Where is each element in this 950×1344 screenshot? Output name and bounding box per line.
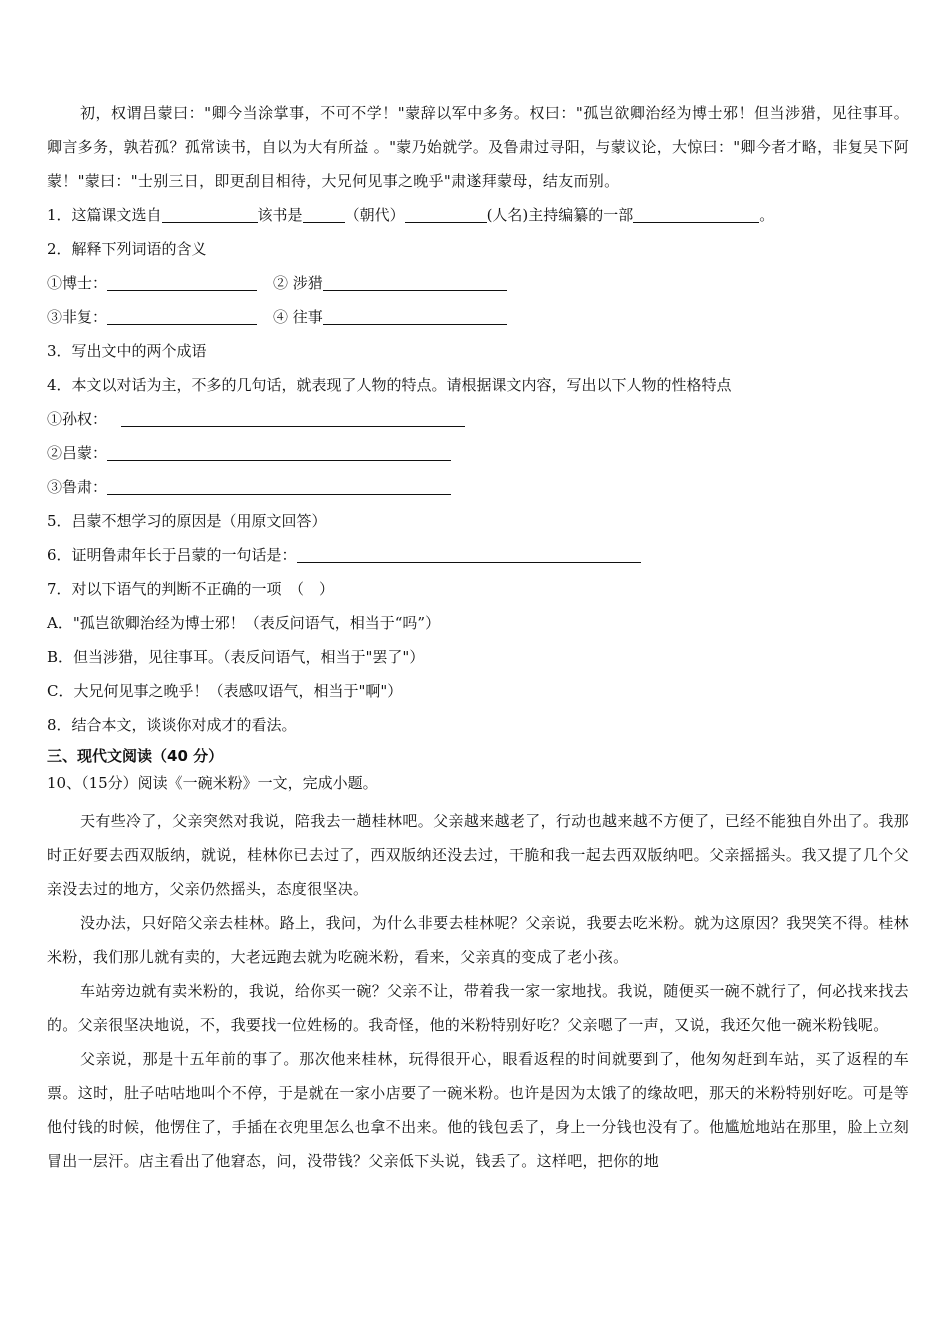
q4-row-2: [47, 436, 909, 470]
q2-blank-1[interactable]: [107, 272, 257, 291]
q1-blank-dynasty[interactable]: [303, 204, 345, 223]
q1-blank-type[interactable]: [633, 204, 759, 223]
classical-passage: 初，权谓吕蒙曰："卿今当涂掌事，不可不学！"蒙辞以军中多务。权曰："孤岂欲卿治经为博士邪！但当涉猎，见往事耳。卿言多务，孰若孤？孤常读书，自以为大有所益 。"蒙乃始就学。及鲁肃过寻阳，与蒙议论，大惊曰："卿今者才略，非复吴下阿蒙！"蒙曰："士别三日，即更刮目相待，大兄何见事之晚乎"肃遂拜蒙母，结友而别。: [47, 104, 909, 190]
q4-blank-1[interactable]: [121, 408, 465, 427]
question-8: 8．结合本文，谈谈你对成才的看法。: [47, 716, 297, 734]
story-paragraph-1: 天有些冷了，父亲突然对我说，陪我去一趟桂林吧。父亲越来越老了，行动也越来越不方便了，已经不能独自外出了。我那时正好要去西双版纳，就说，桂林你已去过了，西双版纳还没去过，干脆和我一起去西双版纳吧。父亲摇摇头。我又提了几个父亲没去过的地方，父亲仍然摇头，态度很坚决。: [47, 812, 909, 898]
q2-blank-3[interactable]: [107, 306, 257, 325]
story-text: [47, 804, 909, 1178]
q2-row-1: [47, 266, 909, 300]
q4-item-2: ②吕蒙：: [47, 444, 108, 462]
question-4: 4．本文以对话为主，不多的几句话，就表现了人物的特点。请根据课文内容，写出以下人物的性格特点: [47, 376, 732, 394]
section-3-title: 三、现代文阅读（40 分）: [47, 747, 224, 765]
q2-blank-4[interactable]: [323, 306, 507, 325]
question-5: 5．吕蒙不想学习的原因是（用原文回答）: [47, 512, 327, 530]
q7-option-a[interactable]: A．"孤岂欲卿治经为博士邪！（表反问语气，相当于“吗”）: [47, 614, 441, 632]
q4-row-3: [47, 470, 909, 504]
q4-item-1: ①孙权：: [47, 410, 108, 428]
q2-item-4: ④ 往事: [273, 308, 323, 326]
q1-mid3: (人名)主持编纂的一部: [486, 206, 634, 224]
q2-row-2: [47, 300, 909, 334]
q4-row-1: [47, 402, 909, 436]
story-paragraph-3: 车站旁边就有卖米粉的，我说，给你买一碗？父亲不让，带着我一家一家地找。我说，随便买一碗不就行了，何必找来找去的。父亲很坚决地说，不，我要找一位姓杨的。我奇怪，他的米粉特别好吃？父亲嗯了一声，又说，我还欠他一碗米粉钱呢。: [47, 982, 909, 1034]
question-6: [47, 538, 909, 572]
q4-blank-2[interactable]: [107, 442, 451, 461]
q2-item-3: ③非复：: [47, 308, 108, 326]
q2-item-1: ①博士：: [47, 274, 108, 292]
q2-blank-2[interactable]: [323, 272, 507, 291]
question-2: 2．解释下列词语的含义: [47, 240, 207, 258]
q2-item-2: ② 涉猎: [273, 274, 323, 292]
question-7: 7．对以下语气的判断不正确的一项 （ ）: [47, 580, 335, 598]
q1-blank-book[interactable]: [162, 204, 258, 223]
q1-mid2: （朝代）: [344, 206, 405, 224]
q1-blank-person[interactable]: [405, 204, 487, 223]
story-paragraph-2: 没办法，只好陪父亲去桂林。路上，我问，为什么非要去桂林呢？父亲说，我要去吃米粉。就为这原因？我哭笑不得。桂林米粉，我们那儿就有卖的，大老远跑去就为吃碗米粉，看来，父亲真的变成了老小孩。: [47, 914, 909, 966]
q4-item-3: ③鲁肃：: [47, 478, 108, 496]
q7-option-c[interactable]: C．大兄何见事之晚乎！（表感叹语气，相当于"啊"）: [47, 682, 403, 700]
q6-text: 6．证明鲁肃年长于吕蒙的一句话是：: [47, 546, 297, 564]
question-3: 3．写出文中的两个成语: [47, 342, 207, 360]
story-paragraph-4: 父亲说，那是十五年前的事了。那次他来桂林，玩得很开心，眼看返程的时间就要到了，他匆匆赶到车站，买了返程的车票。这时，肚子咕咕地叫个不停，于是就在一家小店要了一碗米粉。也许是因为太饿了的缘故吧，那天的米粉特别好吃。可是等他付钱的时候，他愣住了，手插在衣兜里怎么也拿不出来。他的钱包丢了，身上一分钱也没有了。他尴尬地站在那里，脸上立刻冒出一层汗。店主看出了他窘态，问，没带钱？父亲低下头说，钱丢了。这样吧，把你的地: [47, 1050, 909, 1170]
q7-option-b[interactable]: B．但当涉猎，见往事耳。（表反问语气，相当于"罢了"）: [47, 648, 425, 666]
q1-prefix: 1．这篇课文选自: [47, 206, 162, 224]
exam-page: [47, 96, 909, 1178]
q1-mid1: 该书是: [257, 206, 303, 224]
question-10: 10、（15分）阅读《一碗米粉》一文，完成小题。: [47, 774, 378, 792]
q1-end: 。: [759, 206, 775, 224]
question-1: [47, 198, 909, 232]
q4-blank-3[interactable]: [107, 476, 451, 495]
q6-blank[interactable]: [297, 544, 641, 563]
